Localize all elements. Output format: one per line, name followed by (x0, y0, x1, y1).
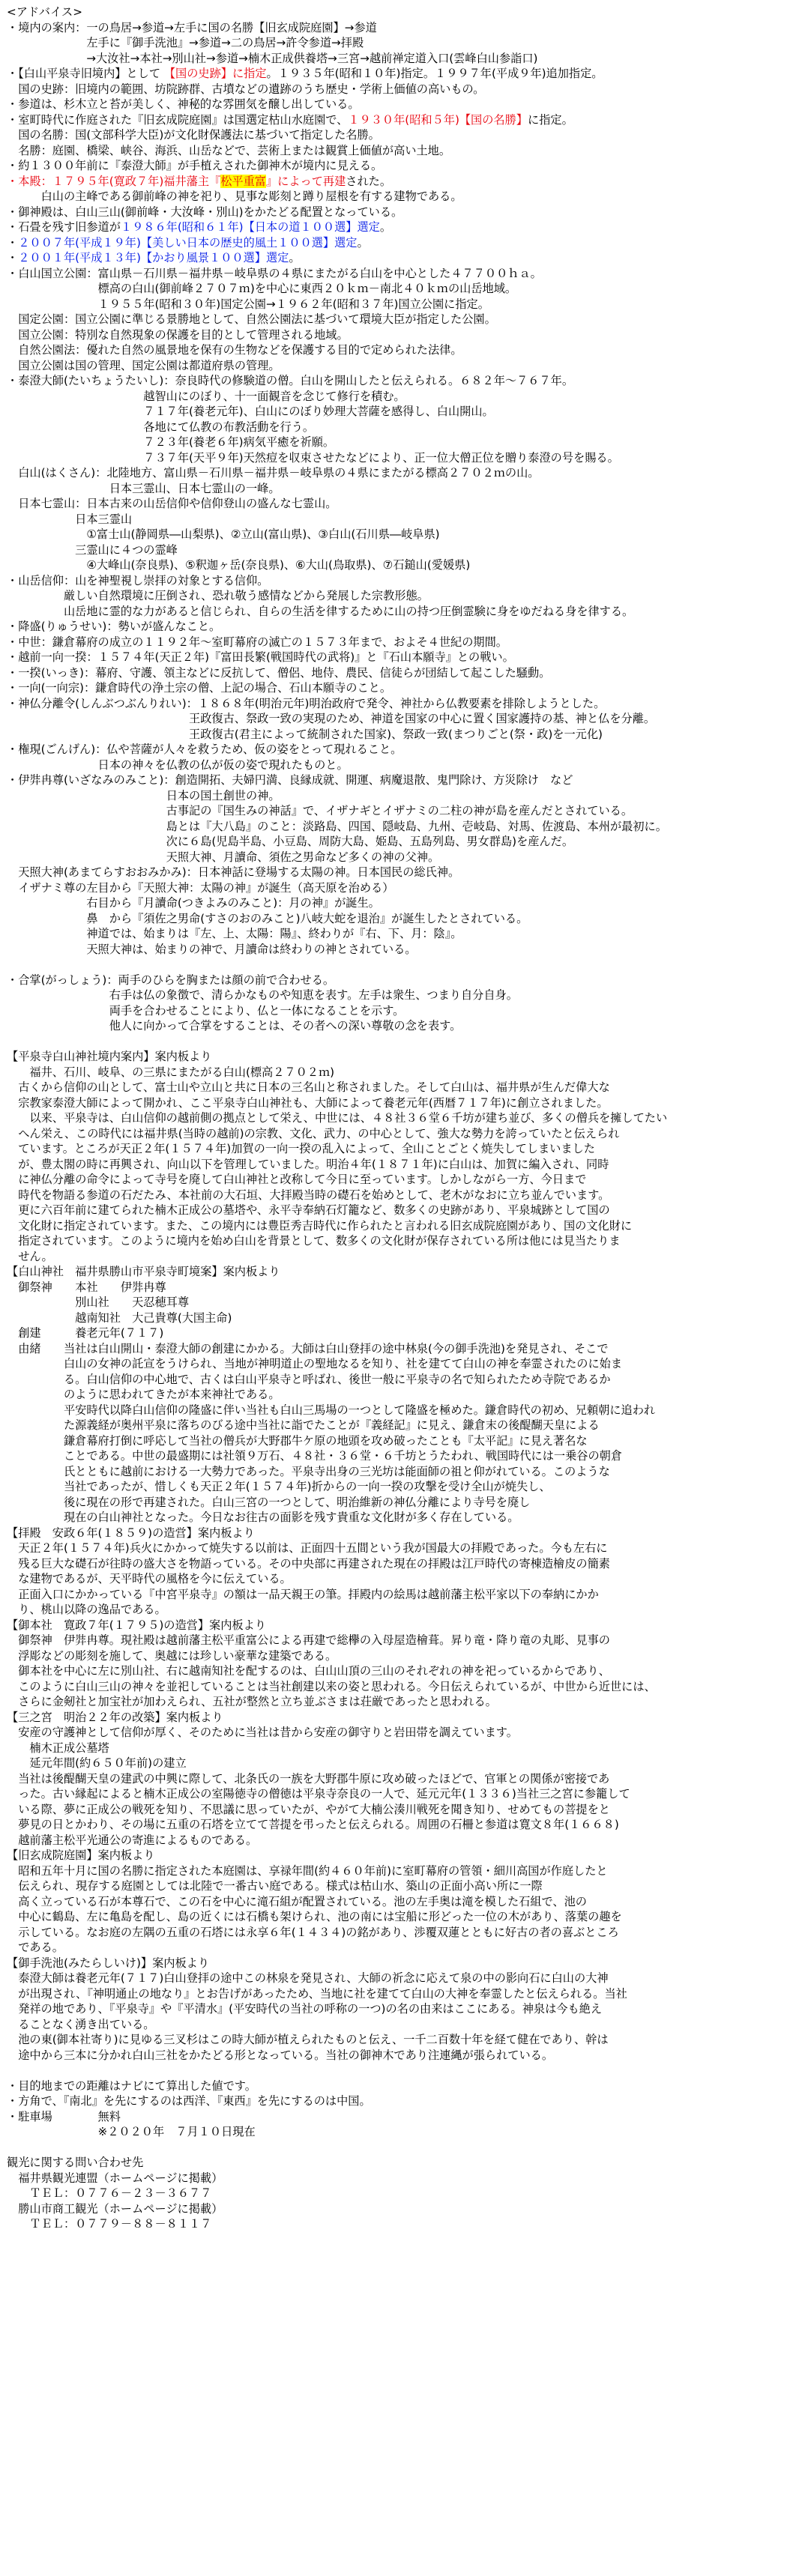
signboard-line: 高く立っている石が本尊石で、この石を中心に滝石組が配置されている。池の左手奥は滝を模した石組で、池の (7, 1894, 587, 1908)
glossary-line: 国立公園：特別な自然現象の保護を目的として管理される地域。 (7, 327, 349, 342)
access-line (7, 97, 786, 112)
text-segment: 白山の主峰である御前峰の神を祀り、見事な彫刻と蹲り屋根を有する建物である。 (7, 190, 462, 203)
signboard-line: が出現され、『神明通止の地なり』とお告げがあったため、当地に社を建てて白山の大神を奉霊したと伝えられる。当社 (7, 1986, 627, 2001)
signboard-line: 時代を物語る参道の石だたみ、本社前の大石垣、大拝殿当時の礎石を始めとして、老木がなおに立ち並んでいます。 (7, 1188, 610, 1202)
text-segment: 松平重富 (220, 174, 266, 188)
glossary-line: 神道では、始まりは『左、上、太陽：陽』、終わりが『右、下、月：陰』。 (7, 927, 462, 940)
glossary-line: 右目から『月讀命(つきよみのみこと)：月の神』が誕生。 (7, 896, 380, 910)
signboard-line: 越前藩主松平光通公の寄進によるものである。 (7, 1833, 258, 1847)
glossary-line: ・伊弉冉尊(いざなみのみこと)：創造開拓、夫婦円満、良縁成就、開運、病魔退散、鬼門除け、方災除け など (7, 773, 573, 787)
glossary-line: 厳しい自然環境に圧倒され、恐れ敬う感情などから発展した宗教形態。 (7, 589, 429, 602)
signboard-line: 後に現在の形で再建された。白山三宮の一つとして、明治維新の神仏分離により寺号を廃し (7, 1495, 531, 1509)
text-segment: ・ (7, 235, 19, 250)
glossary-line: 次に６島(児島半島、小豆島、周防大島、姫島、五島列島、男女群島)を産んだ。 (7, 835, 574, 848)
signboard-line: 宗教家泰澄大師によって開かれ、ここ平泉寺白山神社も、大師によって養老元年(西暦７１７年)に創立されました。 (7, 1095, 609, 1110)
glossary-line: 他人に向かって合掌をすることは、その者への深い尊敬の念を表す。 (7, 1019, 462, 1032)
access-line (7, 112, 786, 128)
signboard-line: のように思われてきたが本来神社である。 (7, 1388, 280, 1401)
text-segment: 名勝：庭園、橋梁、峡谷、海浜、山岳などで、芸術上または観賞上価値が高い土地。 (7, 143, 451, 157)
text-segment: 国の名勝：国(文部科学大臣)が文化財保護法に基づいて指定した名勝。 (7, 128, 380, 142)
glossary-line: 日本の神々を仏教の仏が仮の姿で現れたものと。 (7, 758, 349, 772)
glossary-line: 日本の国土創世の神。 (7, 788, 280, 802)
glossary-line: 国立公園は国の管理、国定公園は都道府県の管理。 (7, 358, 280, 372)
glossary-line: ・泰澄大師(たいちょうたいし)：奈良時代の修験道の僧。白山を開山したと伝えられる。６８２年〜７６７年。 (7, 374, 574, 387)
text-segment: 。 (289, 251, 301, 264)
advice-header: <アドバイス> (7, 5, 82, 19)
glossary-line: 自然公園法：優れた自然の風景地を保有の生物などを保護する目的で定められた法律。 (7, 343, 462, 357)
glossary-line: ・山岳信仰：山を神聖視し崇拝の対象とする信仰。 (7, 573, 269, 587)
signboard-line: このように白山三山の神々を並祀していることは当社創建以来の姿と思われる。今日伝えられているが、中世から近世には、 (7, 1679, 656, 1693)
signboard-line: 泰澄大師は養老元年(７１７)白山登拝の途中この林泉を発見され、大師の祈念に応えて泉の中の影向石に白山の大神 (7, 1971, 609, 1985)
glossary-line: 島とは『大八島』のこと：淡路島、四国、隠岐島、九州、壱岐島、対馬、佐渡島、本州が最初に。 (7, 819, 667, 833)
text-segment: ２００１年(平成１３年)【かおり風景１００選】選定 (18, 251, 289, 264)
signboard-line: った。古い縁起によると楠木正成公の室陽徳寺の僧徳は平泉寺奈良の一人で、延元元年(１３３６)当社三之宮に参籠して (7, 1787, 630, 1801)
glossary-line: ・一揆(いっき)：幕府、守護、領主などに反抗して、僧侶、地侍、農民、信徒らが団結して起こした騒動。 (7, 665, 551, 680)
signboard-line: 白山の女神の託宣をうけられ、当地が神明道止の聖地なるを知り、社を建てて白山の神を奉霊されたのに始ま (7, 1357, 623, 1370)
glossary-line: 国定公園：国立公園に準じる景勝地として、自然公園法に基づいて環境大臣が指定した公園。 (7, 312, 496, 326)
access-line (7, 82, 786, 97)
signboard-line: 【御本社 寛政７年(１７９５)の造営】案内板より (7, 1618, 266, 1632)
signboard-line: 昭和五年十月に国の名勝に指定された本庭園は、享禄年間(約４６０年前)に室町幕府の管領・細川高国が作庭したと (7, 1863, 608, 1878)
access-line (7, 35, 786, 51)
text-segment: ・ (7, 251, 19, 264)
text-segment: ・御神殿は、白山三山(御前峰・大汝峰・別山)をかたどる配置となっている。 (7, 205, 403, 219)
text-segment: された。 (346, 174, 392, 188)
signboard-line: 指定されています。このように境内を始め白山を背景として、数多くの文化財が保存されている所は他には見当たりま (7, 1234, 621, 1248)
text-segment: ・約１３００年前に『泰澄大師』が手植えされた御神木が境内に見える。 (7, 159, 383, 172)
glossary-line: ・白山国立公園：富山県－石川県－福井県－岐阜県の４県にまたがる白山を中心とした４７７００ｈａ。 (7, 266, 542, 280)
signboard-line: 延元年間(約６５０年前)の建立 (7, 1756, 187, 1770)
text-segment: ・室町時代に作庭された『旧玄成院庭園』は国選定枯山水庭園で、 (7, 112, 349, 127)
signboard-line: 鎌倉幕府打倒に呼応して当社の僧兵が大野郡牛ケ原の地頭を攻め破ったことも『太平記』に見え著名な (7, 1433, 588, 1448)
glossary-line: 王政復古(君主によって統制された国家)、祭政一致(まつりごと(祭・政)を一元化) (7, 727, 603, 741)
signboard-line: ています。ところが天正２年(１５７４年)加賀の一向一揆の乱入によって、全山ことごとく焼失してしまいました (7, 1142, 595, 1155)
text-segment: 。 (379, 220, 392, 234)
glossary-line: 古事記の『国生みの神話』で、イザナギとイザナミの二柱の神が島を産んだとされている。 (7, 804, 633, 817)
text-segment: ・石畳を残す旧参道が (7, 220, 121, 234)
footer-line: ・目的地までの距離はナビにて算出した値です。 (7, 2078, 256, 2093)
access-line (7, 235, 786, 251)
text-segment: 。１９３５年(昭和１０年)指定。１９９７年(平成９年)追加指定。 (266, 67, 603, 80)
signboard-line: 夢見の日とかわり、その場に五重の石塔を立てて菩提を弔ったと伝えられる。周囲の石柵と参道は寛文８年(１６６８) (7, 1818, 619, 1831)
glossary-line: ７３７年(天平９年)天然痘を収束させたなどにより、正一位大僧正位を贈り泰澄の号を賜る。 (7, 450, 619, 465)
text-segment: 』によって再建 (265, 174, 346, 188)
glossary-line: 鼻 から『須佐之男命(すさのおのみこと)八岐大蛇を退治』が誕生したとされている。 (7, 911, 528, 925)
section-gap (7, 1034, 786, 1050)
glossary-line: ・一向(一向宗)：鎌倉時代の浄土宗の僧、上記の場合、石山本願寺のこと。 (7, 681, 392, 695)
footer-line: 勝山市商工観光（ホームページに掲載） (7, 2201, 223, 2216)
signboard-line: 御祭神 伊弉冉尊。現社殿は越前藩主松平重富公による再建で総欅の入母屋造檜葺。昇り竜・降り竜の丸彫、見事の (7, 1633, 610, 1647)
signboard-line: 氏とともに越前における一大勢力であった。平泉寺出身の三光坊は能面師の祖と仰がれている。このような (7, 1464, 610, 1478)
glossary-line: 日本七霊山：日本古来の山岳信仰や信仰登山の盛んな七霊山。 (7, 497, 337, 510)
glossary-line: イザナミ尊の左目から『天照大神：太陽の神』が誕生（高天原を治める） (7, 880, 394, 895)
signboard-line: 以来、平泉寺は、白山信仰の越前側の拠点として栄え、中世には、４８社３６堂６千坊が建ち並び、多くの僧兵を擁してたい (7, 1111, 668, 1125)
access-line (7, 127, 786, 143)
signboard-line: る。白山信仰の中心地で、古くは白山平泉寺と呼ばれ、後世一般に平泉寺の名で知られたため寺院であるか (7, 1372, 611, 1386)
signboard-line: 御本社を中心に左に別山社、右に越南知社を配するのは、白山山頂の三山のそれぞれの神を祀っているからであり、 (7, 1664, 610, 1678)
glossary-line: ７２３年(養老６年)病気平癒を祈願。 (7, 435, 335, 449)
text-segment: １９８６年(昭和６１年)【日本の道１００選】選定 (120, 220, 380, 234)
signboard-line: 創建 養老元年(７１７) (7, 1326, 164, 1340)
glossary-line: ④大峰山(奈良県)、⑤釈迦ヶ岳(奈良県)、⑥大山(鳥取県)、⑦石鎚山(愛媛県) (7, 558, 471, 572)
signboard-line: 【拝殿 安政６年(１８５９)の造営】案内板より (7, 1526, 255, 1540)
text-segment: 左手に『御手洗池』→参道→二の鳥居→許令参道→拝殿 (7, 36, 364, 49)
signboard-line: 当社であったが、惜しくも天正２年(１５７４年)折からの一向一揆の攻撃を受け全山が焼失し、 (7, 1480, 551, 1493)
signboard-line: 【平泉寺白山神社境内案内】案内板より (7, 1050, 212, 1063)
text-segment: 。 (357, 235, 369, 250)
glossary-line: ・降盛(りゅうせい)：勢いが盛んなこと。 (7, 620, 221, 633)
signboard-line: 別山社 天忍穂耳尊 (7, 1295, 189, 1309)
footer-line (7, 2140, 786, 2156)
signboard-line: 発祥の地であり、『平泉寺』や『平清水』(平安時代の当社の呼称の一つ)の名の由来はここにある。神泉は今も絶え (7, 2002, 603, 2016)
access-line (7, 250, 786, 266)
signboard-line: り、桃山以降の逸品である。 (7, 1603, 166, 1616)
glossary-line: 王政復古、祭政一致の実現のため、神道を国家の中心に置く国家護持の基、神と仏を分離。 (7, 712, 656, 725)
access-line (7, 220, 786, 235)
signboard-line: さらに金剱社と加宝社が加わえられ、五社が整然と立ち並ぶさまは荘厳であったと思われる。 (7, 1695, 497, 1708)
glossary-line: 右手は仏の象徴で、清らかなものや知恵を表す。左手は衆生、つまり自分自身。 (7, 988, 518, 1002)
signboard-line: ことである。中世の最盛期には社領９万石、４８社・３６堂・６千坊とうたわれ、戦国時代には一乗谷の朝倉 (7, 1449, 623, 1463)
signboard-line: 浮彫などの彫刻を施して、奥越には珍しい豪華な建築である。 (7, 1648, 337, 1663)
access-line (7, 174, 786, 190)
signboard-line: せん。 (7, 1249, 53, 1263)
signboard-line: 伝えられ、現存する庭園としては北陸で一番古い庭である。様式は枯山水、築山の正面小高い所に一際 (7, 1879, 543, 1893)
signboard-line: な建物であるが、天平時代の風格を今に伝えている。 (7, 1572, 292, 1585)
glossary-line: 標高の白山(御前峰２７０７ｍ)を中心に東西２０ｋｍ－南北４０ｋｍの山岳地域。 (7, 282, 517, 295)
signboard-line: 更に六百年前に建てられた楠木正成公の墓塔や、永平寺奉納石灯籠など、数多くの史跡があり、平泉城跡として国の (7, 1203, 610, 1217)
glossary-line: １９５５年(昭和３０年)国定公園→１９６２年(昭和３７年)国立公園に指定。 (7, 297, 489, 311)
access-line (7, 20, 786, 36)
signboard-line: 現在の白山神社となった。今日なお往古の面影を残す貴重な文化財が多く存在している。 (7, 1511, 519, 1524)
text-segment: １７９５年(寛政７年)福井藩主『 (52, 174, 221, 188)
glossary-line: ・越前一向一揆：１５７４年(天正２年)『富田長繁(戦国時代の武将)』と『石山本願寺』との戦い。 (7, 650, 514, 664)
glossary-line (7, 957, 786, 973)
signboard-line: ることなく湧き出ている。 (7, 2017, 155, 2031)
footer-line: ※２０２０年 ７月１０日現在 (7, 2125, 256, 2138)
signboard-line: た源義経が奥州平泉に落ちのびる途中当社に詣でたことが『義経記』に見え、鎌倉末の後醍醐天皇による (7, 1418, 600, 1432)
signboard-line: 由緒 当社は白山開山・泰澄大師の創建にかかる。大師は白山登拝の途中林泉(今の御手洗池)を発見され、そこで (7, 1341, 609, 1355)
text-segment: ・【白山平泉寺旧境内】として (7, 67, 164, 80)
glossary-line: 天照大神は、始まりの神で、月讀命は終わりの神とされている。 (7, 942, 417, 956)
glossary-line: ７１７年(養老元年)、白山にのぼり妙理大菩薩を感得し、白山開山。 (7, 405, 494, 418)
signboard-line: 【三之宮 明治２２年の改築】案内板より (7, 1710, 223, 1724)
glossary-line: 天照大神、月讀命、須佐之男命など多くの神の父神。 (7, 850, 440, 864)
glossary-line: 白山(はくさん)：北陸地方、富山県－石川県－福井県－岐阜県の４県にまたがる標高２７０２ｍの山。 (7, 466, 540, 480)
access-line (7, 158, 786, 174)
glossary-line: ・合掌(がっしょう)：両手のひらを胸または顔の前で合わせる。 (7, 973, 335, 987)
signboard-line: が、豊太閤の時に再興され、向山以下を管理していました。明治４年(１８７１年)に白山は、加賀に編入され、同時 (7, 1157, 609, 1171)
access-line (7, 51, 786, 67)
signboard-line: 正面入口にかかっている『中宮平泉寺』の額は一品天親王の筆。拝殿内の絵馬は越前藩主松平家以下の奉納にかか (7, 1587, 599, 1601)
footer-line: ・駐車場 無料 (7, 2109, 121, 2123)
glossary-line: 越智山にのぼり、十一面観音を念じて修行を積む。 (7, 389, 405, 403)
text-segment: ・境内の案内：一の鳥居→参道→左手に国の名勝【旧玄成院庭園】→参道 (7, 20, 377, 34)
glossary-line: 日本三霊山、日本七霊山の一峰。 (7, 481, 280, 495)
hakusan-section (7, 266, 786, 1034)
text-segment: →大汝社→本社→別山社→参道→楠木正成供養塔→三宮→越前禅定道入口(雲峰白山参詣口) (7, 51, 538, 65)
glossary-line: ・権現(ごんげん)：仏や菩薩が人々を救うため、仮の姿をとって現れること。 (7, 743, 402, 756)
glossary-line: 山岳地に霊的な力があると信じられ、自らの生活を律するために山の持つ圧倒霊験に身をゆだねる身を律する。 (7, 604, 634, 618)
text-segment: ・本殿： (7, 174, 52, 188)
signboards-section (7, 1049, 786, 2063)
footer-line: 福井県観光連盟（ホームページに掲載） (7, 2171, 223, 2185)
signboard-line: 古くから信仰の山として、富士山や立山と共に日本の三名山と称されました。そして白山は、福井県が生んだ偉大な (7, 1080, 610, 1094)
signboard-line: に神仏分離の命令によって寺号を廃して白山神社と改称して今日に至っています。しかしながら一方、今日まで (7, 1173, 587, 1186)
signboard-line: 【白山神社 福井県勝山市平泉寺町境案】案内板より (7, 1265, 280, 1278)
signboard-line: 御祭神 本社 伊弉冉尊 (7, 1280, 166, 1294)
signboard-line: 平安時代以降白山信仰の隆盛に伴い当社も白山三馬場の一つとして隆盛を極めた。鎌倉時代の初め、兄頼朝に追われ (7, 1403, 656, 1417)
glossary-line: ①富士山(静岡県―山梨県)、②立山(富山県)、③白山(石川県―岐阜県) (7, 527, 440, 541)
signboard-line: 楠木正成公墓塔 (7, 1741, 109, 1755)
footer-line: ＴＥＬ：０７７９－８８－８１１７ (7, 2217, 212, 2231)
text-segment: 【国の史跡】に指定 (163, 67, 267, 80)
glossary-line: ・中世：鎌倉幕府の成立の１１９２年〜室町幕府の滅亡の１５７３年まで、およそ４世紀の期間。 (7, 635, 507, 649)
signboard-line: 【旧玄成院庭園】案内板より (7, 1848, 155, 1862)
signboard-line: 文化財に指定されています。また、この境内には豊臣秀吉時代に作られたと言われる旧玄成院庭園があり、国の文化財に (7, 1218, 633, 1233)
signboard-line: 【御手洗池(みたらしいけ)】案内板より (7, 1956, 210, 1970)
text-segment: ・参道は、杉木立と苔が美しく、神秘的な雰囲気を醸し出している。 (7, 97, 360, 111)
signboard-line: 池の東(御本社寄り)に見ゆる三叉杉はこの時大師が植えられたものと伝え、一千二百数十年を経て健在であり、幹は (7, 2033, 609, 2046)
access-line (7, 66, 786, 82)
signboard-line: へん栄え、この時代には福井県(当時の越前)の宗教、文化、武力、の中心として、強大な勢力を誇っていたと伝えられ (7, 1126, 620, 1140)
signboard-line: 残る巨大な礎石が往時の盛大さを物語っている。その中央部に再建された現在の拝殿は江戸時代の寄棟造檜皮の簡素 (7, 1556, 610, 1570)
glossary-line: 三霊山に４つの霊峰 (7, 542, 178, 557)
text-segment: 国の史跡：旧境内の範囲、坊院跡群、古墳などの遺跡のうち歴史・学術上価値の高いもの。 (7, 82, 485, 96)
footer-line: ＴＥＬ：０７７６－２３－３６７７ (7, 2186, 212, 2200)
signboard-line: 中心に鶴島、左に亀島を配し、島の近くには石橋も架けられ、池の南には宝船に形どった一位の木があり、落葉の趣を (7, 1910, 622, 1923)
footer-line: ・方角で、『南北』を先にするのは西洋、『東西』を先にするのは中国。 (7, 2094, 371, 2108)
signboard-line: 示している。なお庭の左隅の五重の石塔には永享６年(１４３４)の銘があり、渉覆双蓮とともに好古の者の喜ぶところ (7, 1925, 619, 1939)
signboard-line: 当社は後醍醐天皇の建武の中興に際して、北条氏の一族を大野郡牛原に攻め破ったほどで、官軍との関係が密接であ (7, 1771, 610, 1786)
glossary-line: ・神仏分離令(しんぶつぶんりれい)：１８６８年(明治元年)明治政府で発令、神社から仏教要素を排除しようとした。 (7, 696, 606, 710)
text-segment: １９３０年(昭和５年)【国の名勝】 (348, 112, 528, 127)
signboard-line: いる際、夢に正成公の戦死を知り、不思議に思っていたが、やがて大楠公湊川戦死を聞き知り、せめてもの菩提をと (7, 1802, 610, 1816)
text-segment: ２００７年(平成１９年)【美しい日本の歴史的風土１００選】選定 (18, 235, 358, 250)
glossary-line: 両手を合わせることにより、仏と一体になることを示す。 (7, 1003, 405, 1018)
glossary-line: 各地にて仏教の布教活動を行う。 (7, 420, 315, 434)
footer-line: 観光に関する問い合わせ先 (7, 2156, 144, 2169)
section-gap (7, 2063, 786, 2078)
signboard-line: 途中から三本に分かれ白山三社をかたどる形となっている。当社の御神木であり注連縄が張られている。 (7, 2048, 553, 2062)
access-section (7, 20, 786, 266)
glossary-line: 日本三霊山 (7, 512, 133, 526)
glossary-line: 天照大神(あまてらすおおみかみ)：日本神話に登場する太陽の神。日本国民の総氏神。 (7, 865, 460, 879)
access-line (7, 205, 786, 220)
signboard-line: 天正２年(１５７４年)兵火にかかって焼失する以前は、正面四十五間という我が国最大の拝殿であった。今も左右に (7, 1541, 608, 1555)
signboard-line: 安産の守護神として信仰が厚く、そのために当社は昔から安産の御守りと岩田帯を調えています。 (7, 1726, 518, 1739)
access-line (7, 189, 786, 205)
text-segment: に指定。 (528, 112, 573, 127)
signboard-line: である。 (7, 1941, 64, 1954)
access-line (7, 143, 786, 159)
footer-section (7, 2078, 786, 2232)
signboard-line: 越南知社 大己貴尊(大国主命) (7, 1310, 232, 1325)
signboard-line: 福井、石川、岐阜、の三県にまたがる白山(標高２７０２ｍ) (7, 1065, 335, 1079)
